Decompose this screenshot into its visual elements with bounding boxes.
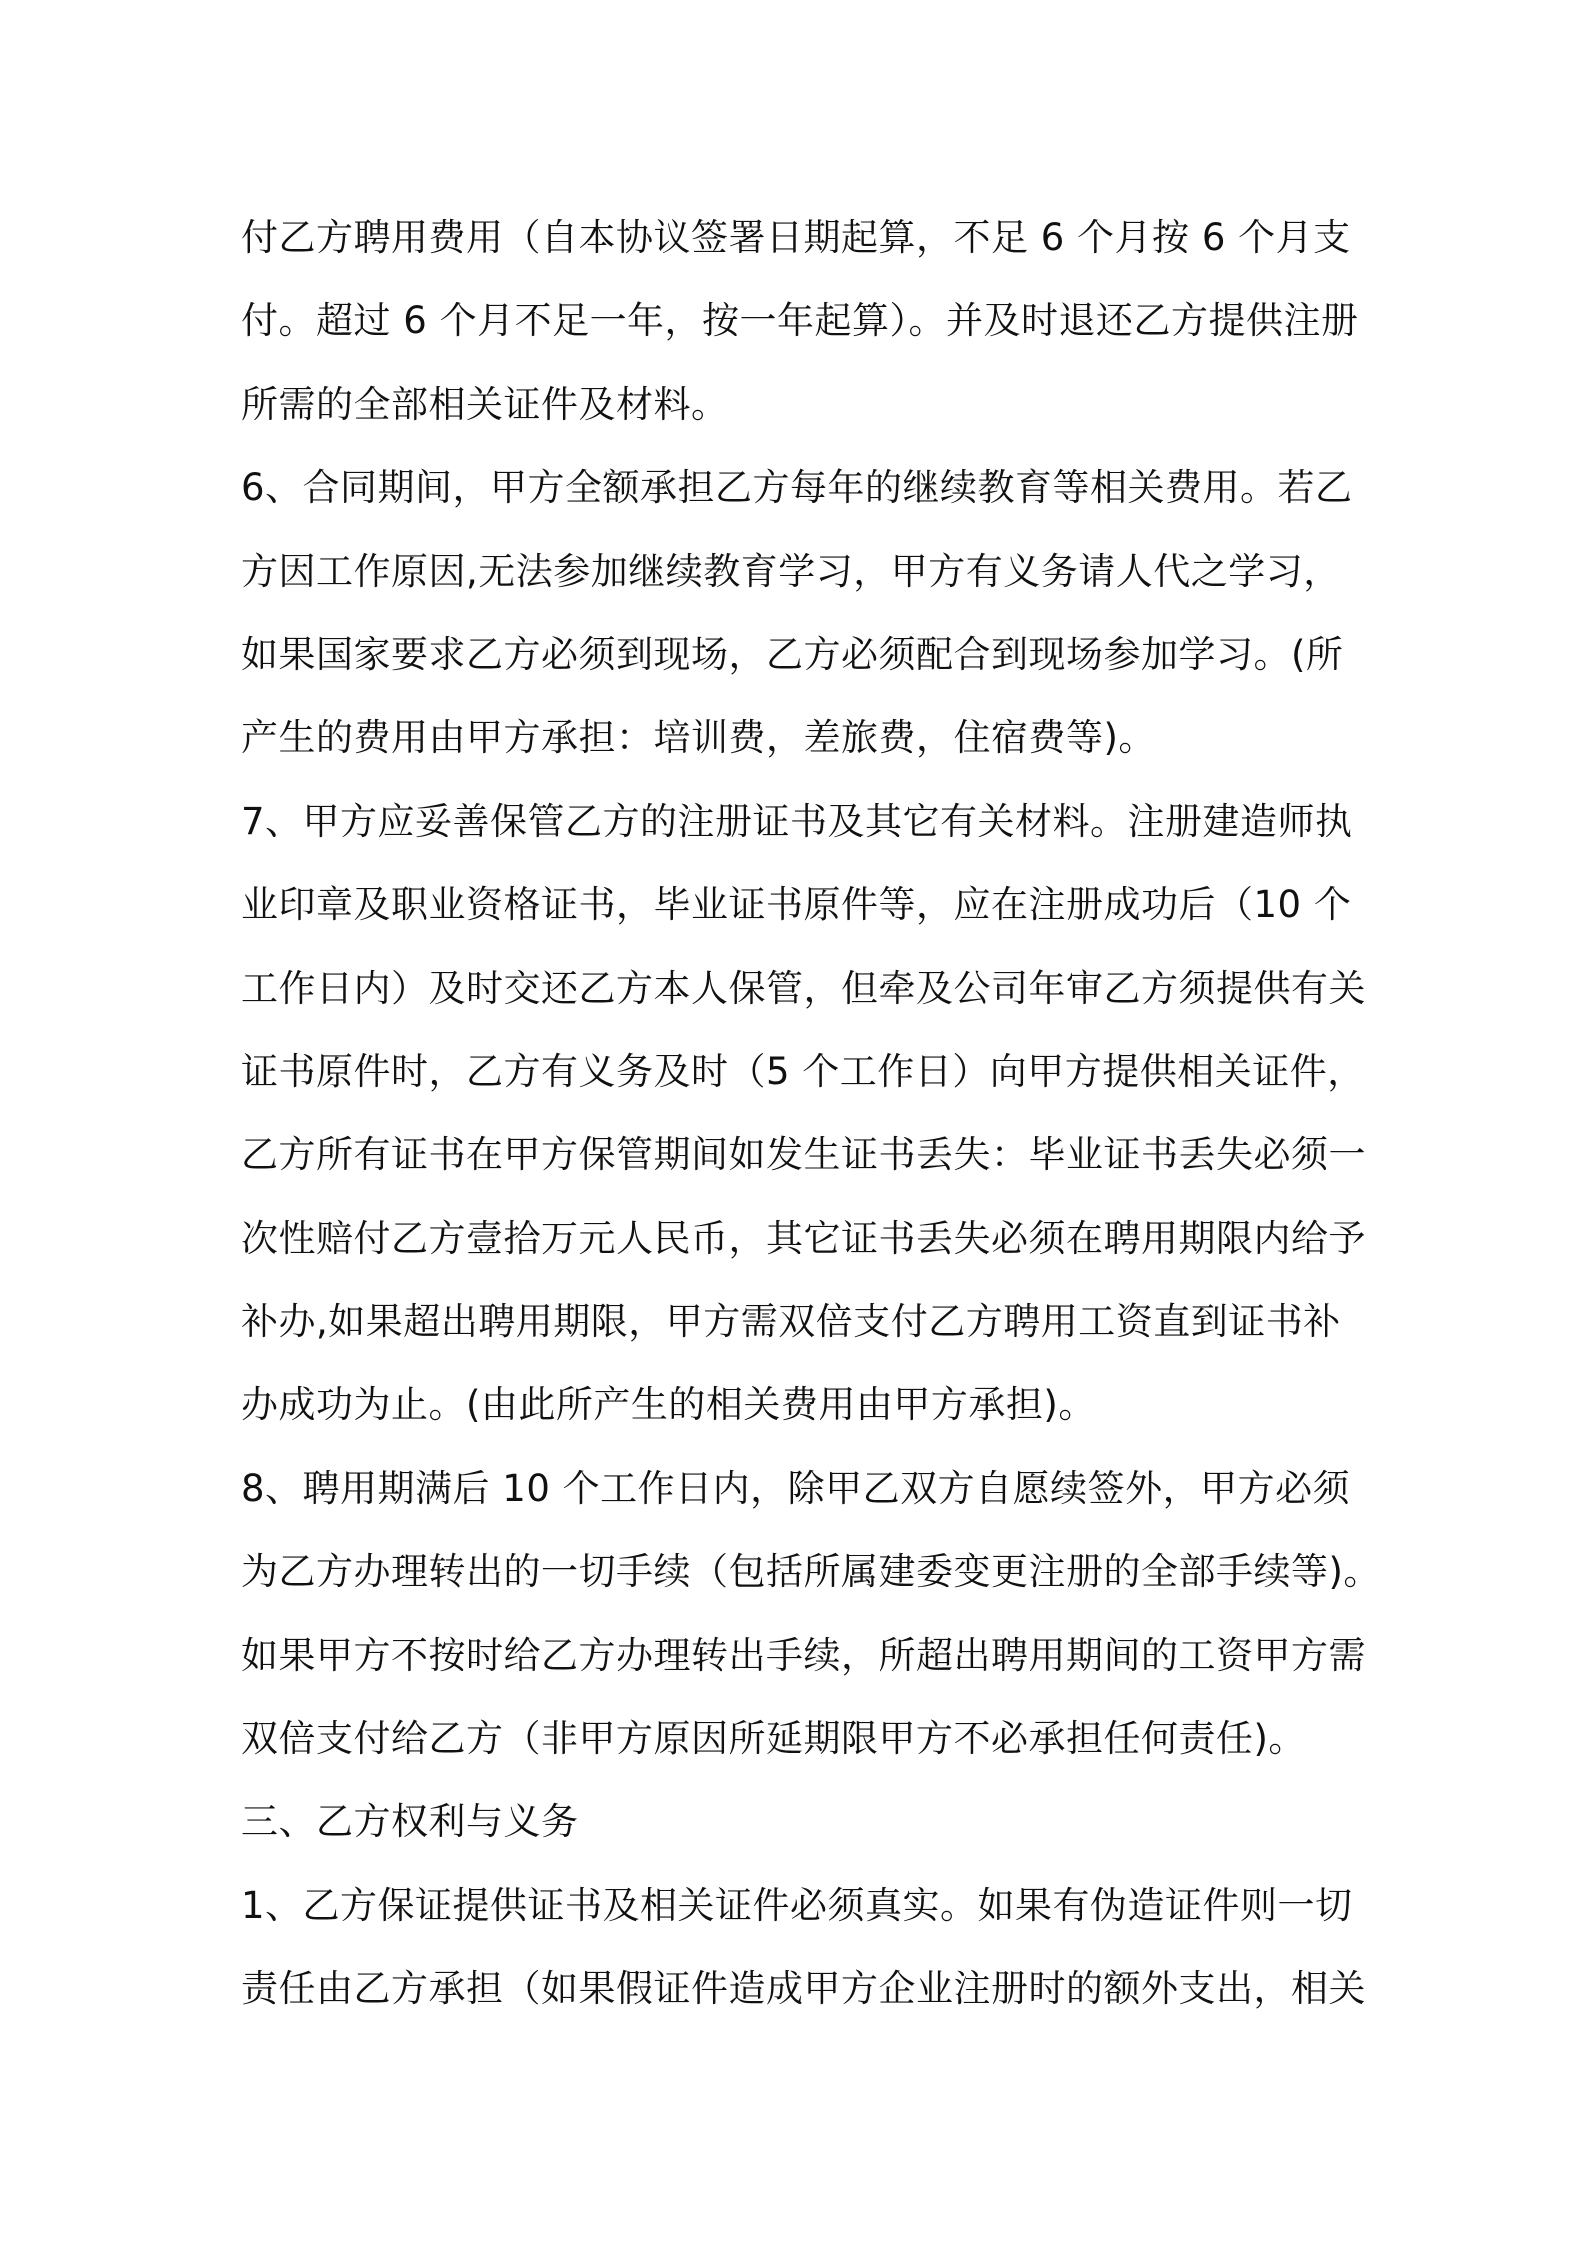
text-line: 补办,如果超出聘用期限，甲方需双倍支付乙方聘用工资直到证书补: [241, 1300, 1341, 1344]
text-line: 为乙方办理转出的一切手续（包括所属建委变更注册的全部手续等)。: [241, 1550, 1381, 1594]
clause-7-line: 7、甲方应妥善保管乙方的注册证书及其它有关材料。注册建造师执: [241, 799, 1353, 843]
text-line: 业印章及职业资格证书，毕业证书原件等，应在注册成功后（10 个: [241, 883, 1352, 927]
text-line: 乙方所有证书在甲方保管期间如发生证书丢失：毕业证书丢失必须一: [241, 1133, 1366, 1177]
text-line: 付乙方聘用费用（自本协议签署日期起算，不足 6 个月按 6 个月支: [241, 216, 1351, 259]
text-line: 次性赔付乙方壹拾万元人民币，其它证书丢失必须在聘用期限内给予: [241, 1216, 1366, 1260]
text-line: 工作日内）及时交还乙方本人保管，但牵及公司年审乙方须提供有关: [241, 966, 1366, 1010]
text-line: 付。超过 6 个月不足一年，按一年起算）。并及时退还乙方提供注册: [241, 299, 1359, 343]
text-line: 证书原件时，乙方有义务及时（5 个工作日）向甲方提供相关证件，: [241, 1049, 1365, 1093]
text-line: 办成功为止。(由此所产生的相关费用由甲方承担)。: [241, 1383, 1096, 1427]
text-line: 如果国家要求乙方必须到现场，乙方必须配合到现场参加学习。(所: [241, 632, 1344, 676]
text-line: 所需的全部相关证件及材料。: [241, 382, 729, 426]
clause-1-line: 1、乙方保证提供证书及相关证件必须真实。如果有伪造证件则一切: [241, 1883, 1353, 1927]
text-line: 方因工作原因,无法参加继续教育学习，甲方有义务请人代之学习，: [241, 549, 1341, 593]
clause-6-line: 6、合同期间，甲方全额承担乙方每年的继续教育等相关费用。若乙: [241, 466, 1353, 510]
section-heading: 三、乙方权利与义务: [241, 1800, 579, 1844]
document-body: [241, 196, 1381, 2031]
text-line: 产生的费用由甲方承担：培训费，差旅费，住宿费等)。: [241, 716, 1156, 760]
text-line: 双倍支付给乙方（非甲方原因所延期限甲方不必承担任何责任)。: [241, 1717, 1306, 1761]
text-line: 责任由乙方承担（如果假证件造成甲方企业注册时的额外支出，相关: [241, 1967, 1366, 2011]
text-line: 如果甲方不按时给乙方办理转出手续，所超出聘用期间的工资甲方需: [241, 1633, 1366, 1677]
clause-8-line: 8、聘用期满后 10 个工作日内，除甲乙双方自愿续签外，甲方必须: [241, 1466, 1351, 1510]
